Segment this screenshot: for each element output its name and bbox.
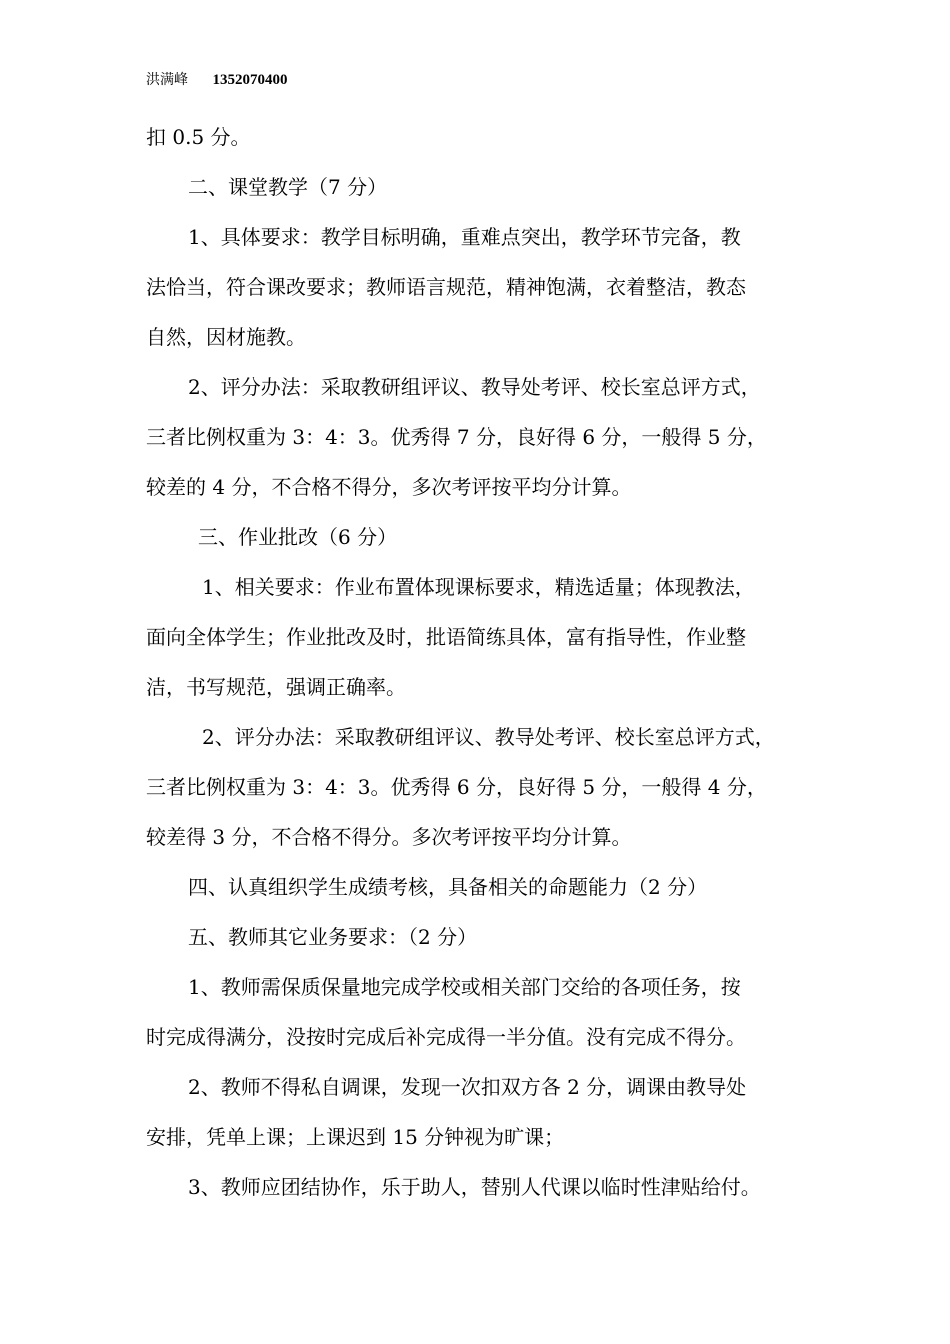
body-line: 2、教师不得私自调课，发现一次扣双方各 2 分，调课由教导处 [188,1075,747,1099]
body-line: 1、相关要求：作业布置体现课标要求，精选适量；体现教法， [202,575,755,599]
section-heading: 二、课堂教学（7 分） [188,175,388,199]
body-line: 1、具体要求：教学目标明确，重难点突出，教学环节完备，教 [188,225,741,249]
body-line: 较差得 3 分，不合格不得分。多次考评按平均分计算。 [146,825,632,849]
body-line: 法恰当，符合课改要求；教师语言规范，精神饱满，衣着整洁，教态 [146,275,746,299]
body-line: 扣 0.5 分。 [146,125,251,149]
body-line: 2、评分办法：采取教研组评议、教导处考评、校长室总评方式， [188,375,761,399]
section-heading: 五、教师其它业务要求：（2 分） [188,925,478,949]
page-header [146,70,287,90]
body-line: 3、教师应团结协作，乐于助人，替别人代课以临时性津贴给付。 [188,1175,761,1199]
body-line: 1、教师需保质保量地完成学校或相关部门交给的各项任务，按 [188,975,741,999]
document-body [146,112,808,1212]
author-name: 洪满峰 [146,72,188,88]
body-line: 自然，因材施教。 [146,325,306,349]
body-line: 三者比例权重为 3：4：3。优秀得 7 分，良好得 6 分，一般得 5 分， [146,425,767,449]
body-line: 洁，书写规范，强调正确率。 [146,675,406,699]
body-line: 2、评分办法：采取教研组评议、教导处考评、校长室总评方式， [202,725,775,749]
body-line: 面向全体学生；作业批改及时，批语简练具体，富有指导性，作业整 [146,625,746,649]
body-line: 安排，凭单上课；上课迟到 15 分钟视为旷课； [146,1125,565,1149]
body-line: 三者比例权重为 3：4：3。优秀得 6 分，良好得 5 分，一般得 4 分， [146,775,767,799]
body-line: 时完成得满分，没按时完成后补完成得一半分值。没有完成不得分。 [146,1025,746,1049]
body-line: 较差的 4 分，不合格不得分，多次考评按平均分计算。 [146,475,632,499]
author-phone: 1352070400 [212,72,288,88]
section-heading: 四、认真组织学生成绩考核，具备相关的命题能力（2 分） [188,875,708,899]
section-heading: 三、作业批改（6 分） [198,525,398,549]
